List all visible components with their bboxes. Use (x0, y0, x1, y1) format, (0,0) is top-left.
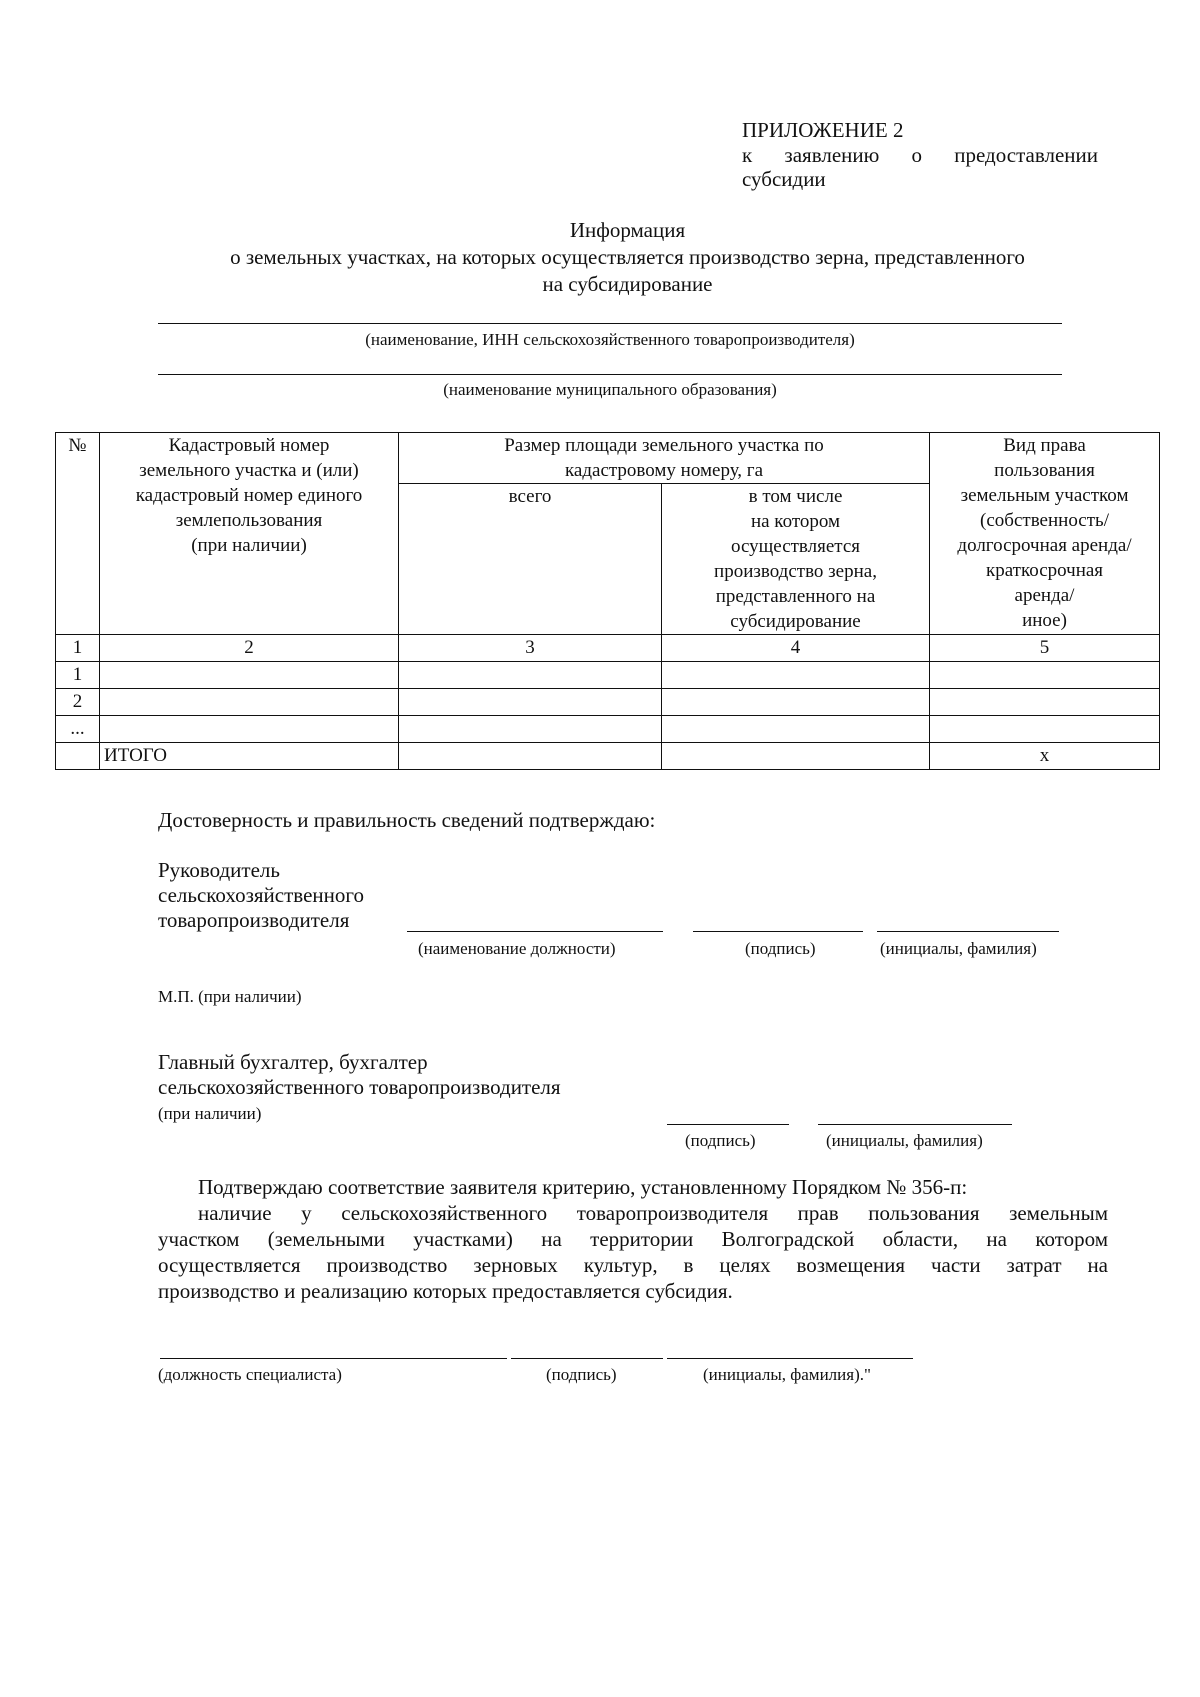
specialist-signature-line[interactable] (511, 1358, 663, 1359)
header-cadastral: Кадастровый номер земельного участка и (или) кадастровый номер единого землепользования (при наличии) (100, 433, 399, 635)
head-title-line3: товаропроизводителя (158, 908, 350, 932)
producer-line[interactable] (158, 323, 1062, 324)
specialist-initials-caption: (инициалы, фамилия)." (703, 1365, 871, 1384)
accountant-signature-caption: (подпись) (685, 1131, 756, 1150)
head-position-caption: (наименование должности) (418, 939, 616, 958)
cadastral-cell[interactable] (100, 716, 399, 743)
total-label: ИТОГО (100, 743, 399, 770)
column-number-row (56, 635, 1160, 662)
cadastral-cell[interactable] (100, 662, 399, 689)
total-grain-cell[interactable] (662, 743, 930, 770)
colnum-2: 2 (100, 635, 399, 662)
head-initials-line[interactable] (877, 931, 1059, 932)
specialist-signature-caption: (подпись) (546, 1365, 617, 1384)
head-signature-line[interactable] (693, 931, 863, 932)
criterion-para-line3: осуществляется производство зерновых культур, в целях возмещения части затрат на (158, 1253, 1108, 1277)
head-signature-caption: (подпись) (745, 939, 816, 958)
header-area-total: всего (399, 484, 662, 635)
row-num: ... (56, 716, 100, 743)
head-position-line[interactable] (407, 931, 663, 932)
specialist-position-caption: (должность специалиста) (158, 1365, 342, 1384)
right-type-cell[interactable] (930, 716, 1160, 743)
colnum-3: 3 (399, 635, 662, 662)
area-total-cell[interactable] (399, 689, 662, 716)
head-title-line1: Руководитель (158, 858, 280, 882)
area-total-cell[interactable] (399, 662, 662, 689)
head-title-line2: сельскохозяйственного (158, 883, 364, 907)
accountant-initials-caption: (инициалы, фамилия) (826, 1131, 983, 1150)
accountant-title-line2: сельскохозяйственного товаропроизводителя (158, 1075, 561, 1099)
specialist-position-line[interactable] (160, 1358, 507, 1359)
accountant-title-line1: Главный бухгалтер, бухгалтер (158, 1050, 428, 1074)
criterion-para-line4: производство и реализацию которых предоставляется субсидия. (158, 1279, 733, 1303)
table-header-row (56, 433, 1160, 484)
area-grain-cell[interactable] (662, 689, 930, 716)
criterion-para-line2: участком (земельными участками) на территории Волгоградской области, на котором (158, 1227, 1108, 1251)
doc-subtitle-line1: о земельных участках, на которых осуществляется производство зерна, представленного (230, 245, 1025, 269)
municipality-line[interactable] (158, 374, 1062, 375)
colnum-1: 1 (56, 635, 100, 662)
appendix-title: ПРИЛОЖЕНИЕ 2 (742, 118, 904, 142)
stamp-note: М.П. (при наличии) (158, 987, 302, 1006)
header-area-grain: в том числе на котором осуществляется производство зерна, представленного на субсидирование (662, 484, 930, 635)
area-grain-cell[interactable] (662, 716, 930, 743)
producer-caption: (наименование, ИНН сельскохозяйственного товаропроизводителя) (365, 330, 855, 349)
colnum-5: 5 (930, 635, 1160, 662)
header-num: № (56, 433, 100, 635)
appendix-ref-line1: к заявлению о предоставлении (742, 143, 1098, 167)
municipality-caption: (наименование муниципального образования) (443, 380, 777, 399)
table-row (56, 689, 1160, 716)
table-row (56, 716, 1160, 743)
accountant-title-line3: (при наличии) (158, 1104, 262, 1123)
total-num-cell (56, 743, 100, 770)
appendix-ref-line2: субсидии (742, 167, 826, 191)
accountant-initials-line[interactable] (818, 1124, 1012, 1125)
area-grain-cell[interactable] (662, 662, 930, 689)
criterion-para-line1: наличие у сельскохозяйственного товаропроизводителя прав пользования земельным (198, 1201, 1108, 1225)
land-plots-table (55, 432, 1160, 770)
accountant-signature-line[interactable] (667, 1124, 789, 1125)
area-total-cell[interactable] (399, 716, 662, 743)
confirmation-statement: Достоверность и правильность сведений подтверждаю: (158, 808, 656, 832)
doc-title: Информация (569, 218, 686, 242)
total-row (56, 743, 1160, 770)
table-row (56, 662, 1160, 689)
criterion-statement: Подтверждаю соответствие заявителя критерию, установленному Порядком № 356-п: (198, 1175, 968, 1199)
header-area-group: Размер площади земельного участка по кадастровому номеру, га (399, 433, 930, 484)
head-initials-caption: (инициалы, фамилия) (880, 939, 1037, 958)
row-num: 1 (56, 662, 100, 689)
header-right-type: Вид права пользования земельным участком (собственность/ долгосрочная аренда/ краткосрочная аренда/ иное) (930, 433, 1160, 635)
cadastral-cell[interactable] (100, 689, 399, 716)
total-area-cell[interactable] (399, 743, 662, 770)
right-type-cell[interactable] (930, 689, 1160, 716)
row-num: 2 (56, 689, 100, 716)
specialist-initials-line[interactable] (667, 1358, 913, 1359)
right-type-cell[interactable] (930, 662, 1160, 689)
total-right-cell: x (930, 743, 1160, 770)
doc-subtitle-line2: на субсидирование (542, 272, 713, 296)
colnum-4: 4 (662, 635, 930, 662)
